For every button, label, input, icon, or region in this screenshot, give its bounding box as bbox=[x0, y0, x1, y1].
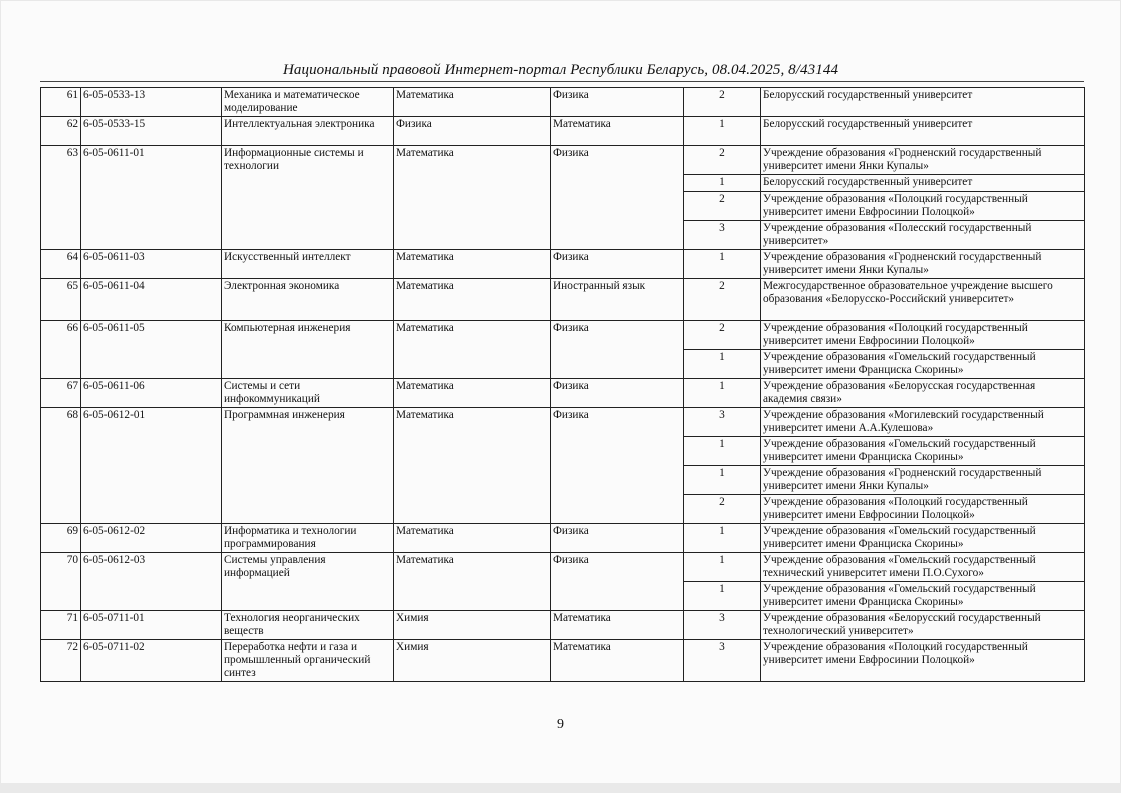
institution-cell: Учреждение образования «Гомельский государственный технический университет имени П.О.Сухого» bbox=[761, 553, 1085, 582]
institution-cell: Учреждение образования «Полоцкий государственный университет имени Евфросинии Полоцкой» bbox=[761, 495, 1085, 524]
first-subject-cell: Математика bbox=[394, 88, 551, 117]
first-subject-cell: Математика bbox=[394, 408, 551, 524]
specialty-code-cell: 6-05-0612-03 bbox=[81, 553, 222, 611]
institution-cell: Учреждение образования «Полоцкий государственный университет имени Евфросинии Полоцкой» bbox=[761, 192, 1085, 221]
table-row bbox=[41, 321, 1085, 350]
table-row bbox=[41, 408, 1085, 437]
institution-cell: Учреждение образования «Гродненский государственный университет имени Янки Купалы» bbox=[761, 250, 1085, 279]
places-count-cell: 2 bbox=[684, 495, 761, 524]
header-rule bbox=[40, 81, 1084, 82]
first-subject-cell: Математика bbox=[394, 524, 551, 553]
row-number-cell: 69 bbox=[41, 524, 81, 553]
places-count-cell: 1 bbox=[684, 582, 761, 611]
first-subject-cell: Математика bbox=[394, 321, 551, 379]
second-subject-cell: Физика bbox=[551, 379, 684, 408]
row-number-cell: 70 bbox=[41, 553, 81, 611]
specialty-name-cell: Интеллектуальная электроника bbox=[222, 117, 394, 146]
specialty-name-cell: Электронная экономика bbox=[222, 279, 394, 321]
specialty-code-cell: 6-05-0533-13 bbox=[81, 88, 222, 117]
places-count-cell: 1 bbox=[684, 553, 761, 582]
scan-bottom-edge bbox=[0, 783, 1121, 793]
institution-cell: Учреждение образования «Белорусский государственный технологический университет» bbox=[761, 611, 1085, 640]
specialty-code-cell: 6-05-0611-01 bbox=[81, 146, 222, 250]
second-subject-cell: Математика bbox=[551, 611, 684, 640]
table-row bbox=[41, 553, 1085, 582]
places-count-cell: 1 bbox=[684, 350, 761, 379]
table-row bbox=[41, 379, 1085, 408]
first-subject-cell: Математика bbox=[394, 379, 551, 408]
second-subject-cell: Физика bbox=[551, 321, 684, 379]
specialty-name-cell: Программная инженерия bbox=[222, 408, 394, 524]
places-count-cell: 2 bbox=[684, 146, 761, 175]
first-subject-cell: Математика bbox=[394, 279, 551, 321]
institution-cell: Белорусский государственный университет bbox=[761, 117, 1085, 146]
institution-cell: Учреждение образования «Гомельский государственный университет имени Франциска Скорины» bbox=[761, 582, 1085, 611]
first-subject-cell: Математика bbox=[394, 146, 551, 250]
table-row bbox=[41, 88, 1085, 117]
institution-cell: Белорусский государственный университет bbox=[761, 88, 1085, 117]
row-number-cell: 67 bbox=[41, 379, 81, 408]
row-number-cell: 62 bbox=[41, 117, 81, 146]
institution-cell: Учреждение образования «Полоцкий государственный университет имени Евфросинии Полоцкой» bbox=[761, 640, 1085, 682]
second-subject-cell: Математика bbox=[551, 117, 684, 146]
specialty-code-cell: 6-05-0611-04 bbox=[81, 279, 222, 321]
specialty-name-cell: Переработка нефти и газа и промышленный органический синтез bbox=[222, 640, 394, 682]
page-header: Национальный правовой Интернет-портал Республики Беларусь, 08.04.2025, 8/43144 bbox=[282, 62, 839, 78]
places-count-cell: 2 bbox=[684, 192, 761, 221]
specialty-name-cell: Технология неорганических веществ bbox=[222, 611, 394, 640]
institution-cell: Учреждение образования «Гомельский государственный университет имени Франциска Скорины» bbox=[761, 437, 1085, 466]
second-subject-cell: Иностранный язык bbox=[551, 279, 684, 321]
specialty-code-cell: 6-05-0711-02 bbox=[81, 640, 222, 682]
row-number-cell: 68 bbox=[41, 408, 81, 524]
second-subject-cell: Физика bbox=[551, 408, 684, 524]
specialty-code-cell: 6-05-0611-06 bbox=[81, 379, 222, 408]
places-count-cell: 1 bbox=[684, 117, 761, 146]
row-number-cell: 64 bbox=[41, 250, 81, 279]
places-count-cell: 1 bbox=[684, 437, 761, 466]
specialty-code-cell: 6-05-0611-05 bbox=[81, 321, 222, 379]
row-number-cell: 71 bbox=[41, 611, 81, 640]
specialty-code-cell: 6-05-0533-15 bbox=[81, 117, 222, 146]
places-count-cell: 3 bbox=[684, 408, 761, 437]
first-subject-cell: Физика bbox=[394, 117, 551, 146]
specialty-name-cell: Компьютерная инженерия bbox=[222, 321, 394, 379]
second-subject-cell: Математика bbox=[551, 640, 684, 682]
specialty-name-cell: Системы управления информацией bbox=[222, 553, 394, 611]
institution-cell: Учреждение образования «Гродненский государственный университет имени Янки Купалы» bbox=[761, 466, 1085, 495]
places-count-cell: 1 bbox=[684, 175, 761, 192]
table-row bbox=[41, 279, 1085, 321]
second-subject-cell: Физика bbox=[551, 250, 684, 279]
row-number-cell: 72 bbox=[41, 640, 81, 682]
row-number-cell: 66 bbox=[41, 321, 81, 379]
table-row bbox=[41, 524, 1085, 553]
table-row bbox=[41, 611, 1085, 640]
table-row bbox=[41, 250, 1085, 279]
places-count-cell: 2 bbox=[684, 279, 761, 321]
places-count-cell: 3 bbox=[684, 640, 761, 682]
institution-cell: Учреждение образования «Могилевский государственный университет имени А.А.Кулешова» bbox=[761, 408, 1085, 437]
institution-cell: Учреждение образования «Полесский государственный университет» bbox=[761, 221, 1085, 250]
first-subject-cell: Математика bbox=[394, 553, 551, 611]
institution-cell: Учреждение образования «Белорусская государственная академия связи» bbox=[761, 379, 1085, 408]
specialty-name-cell: Искусственный интеллект bbox=[222, 250, 394, 279]
institution-cell: Учреждение образования «Гродненский государственный университет имени Янки Купалы» bbox=[761, 146, 1085, 175]
row-number-cell: 65 bbox=[41, 279, 81, 321]
specialty-code-cell: 6-05-0612-01 bbox=[81, 408, 222, 524]
specialty-code-cell: 6-05-0611-03 bbox=[81, 250, 222, 279]
specialty-name-cell: Системы и сети инфокоммуникаций bbox=[222, 379, 394, 408]
specialty-name-cell: Механика и математическое моделирование bbox=[222, 88, 394, 117]
table-row bbox=[41, 640, 1085, 682]
places-count-cell: 3 bbox=[684, 221, 761, 250]
specialty-name-cell: Информатика и технологии программирования bbox=[222, 524, 394, 553]
places-count-cell: 2 bbox=[684, 321, 761, 350]
table-row bbox=[41, 146, 1085, 175]
places-count-cell: 2 bbox=[684, 88, 761, 117]
places-count-cell: 1 bbox=[684, 379, 761, 408]
first-subject-cell: Химия bbox=[394, 640, 551, 682]
places-count-cell: 3 bbox=[684, 611, 761, 640]
specialty-code-cell: 6-05-0711-01 bbox=[81, 611, 222, 640]
table-row bbox=[41, 117, 1085, 146]
first-subject-cell: Математика bbox=[394, 250, 551, 279]
first-subject-cell: Химия bbox=[394, 611, 551, 640]
institution-cell: Белорусский государственный университет bbox=[761, 175, 1085, 192]
specialty-code-cell: 6-05-0612-02 bbox=[81, 524, 222, 553]
second-subject-cell: Физика bbox=[551, 524, 684, 553]
institution-cell: Учреждение образования «Гомельский государственный университет имени Франциска Скорины» bbox=[761, 350, 1085, 379]
institution-cell: Учреждение образования «Полоцкий государственный университет имени Евфросинии Полоцкой» bbox=[761, 321, 1085, 350]
page-number: 9 bbox=[557, 717, 564, 732]
second-subject-cell: Физика bbox=[551, 146, 684, 250]
institution-cell: Учреждение образования «Гомельский государственный университет имени Франциска Скорины» bbox=[761, 524, 1085, 553]
places-count-cell: 1 bbox=[684, 466, 761, 495]
places-count-cell: 1 bbox=[684, 524, 761, 553]
table-body bbox=[41, 88, 1085, 682]
institution-cell: Межгосударственное образовательное учреждение высшего образования «Белорусско-Российский университет» bbox=[761, 279, 1085, 321]
row-number-cell: 61 bbox=[41, 88, 81, 117]
places-count-cell: 1 bbox=[684, 250, 761, 279]
second-subject-cell: Физика bbox=[551, 553, 684, 611]
second-subject-cell: Физика bbox=[551, 88, 684, 117]
specialties-table bbox=[40, 87, 1085, 682]
specialty-name-cell: Информационные системы и технологии bbox=[222, 146, 394, 250]
row-number-cell: 63 bbox=[41, 146, 81, 250]
